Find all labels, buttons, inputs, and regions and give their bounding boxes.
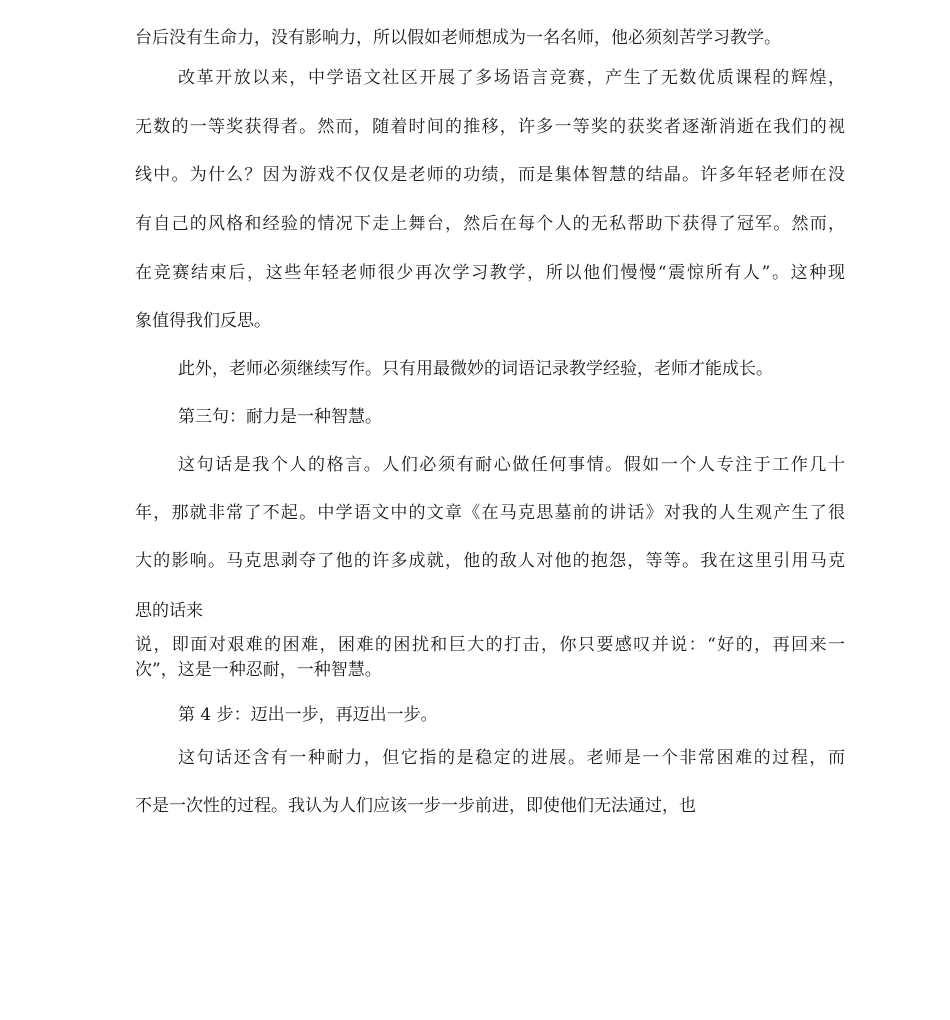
- text-line: 象值得我们反思。: [135, 311, 271, 331]
- text-line: 年，那就非常了不起。中学语文中的文章《在马克思墓前的讲话》对我的人生观产生了很: [135, 503, 845, 523]
- text-line: 思的话来: [135, 601, 203, 621]
- section-heading: 第 4 步：迈出一步，再迈出一步。: [178, 705, 438, 725]
- text-line: 说，即面对艰难的困难，困难的困扰和巨大的打击，你只要感叹并说：“好的，再回来一: [135, 635, 845, 655]
- paragraph-first-line: 改革开放以来，中学语文社区开展了多场语言竞赛，产生了无数优质课程的辉煌，: [178, 68, 845, 88]
- section-heading: 第三句：耐力是一种智慧。: [178, 407, 382, 427]
- paragraph-first-line: 此外，老师必须继续写作。只有用最微妙的词语记录教学经验，老师才能成长。: [178, 359, 773, 379]
- text-line: 无数的一等奖获得者。然而，随着时间的推移，许多一等奖的获奖者逐渐消逝在我们的视: [135, 117, 845, 137]
- text-line: 台后没有生命力，没有影响力，所以假如老师想成为一名名师，他必须刻苦学习教学。: [135, 28, 781, 48]
- text-line: 大的影响。马克思剥夺了他的许多成就，他的敌人对他的抱怨，等等。我在这里引用马克: [135, 551, 845, 571]
- paragraph-first-line: 这句话是我个人的格言。人们必须有耐心做任何事情。假如一个人专注于工作几十: [178, 455, 845, 475]
- text-line: 线中。为什么？因为游戏不仅仅是老师的功绩，而是集体智慧的结晶。许多年轻老师在没: [135, 165, 845, 185]
- text-line: 次”，这是一种忍耐，一种智慧。: [135, 660, 382, 680]
- text-line: 在竞赛结束后，这些年轻老师很少再次学习教学，所以他们慢慢“震惊所有人”。这种现: [135, 263, 845, 283]
- paragraph-first-line: 这句话还含有一种耐力，但它指的是稳定的进展。老师是一个非常困难的过程，而: [178, 748, 845, 768]
- text-line: 不是一次性的过程。我认为人们应该一步一步前进，即使他们无法通过，也: [135, 796, 696, 816]
- text-line: 有自己的风格和经验的情况下走上舞台，然后在每个人的无私帮助下获得了冠军。然而，: [135, 214, 845, 234]
